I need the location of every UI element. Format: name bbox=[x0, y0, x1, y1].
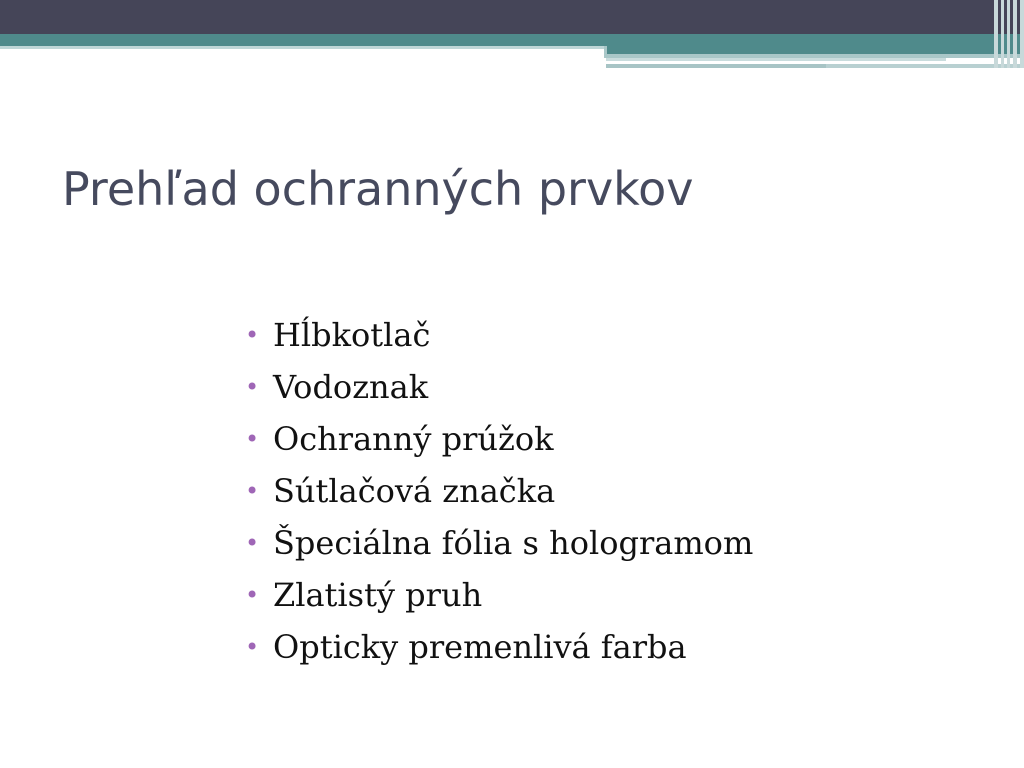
list-item bbox=[245, 309, 753, 361]
list-item-text: Zlatistý pruh bbox=[273, 576, 483, 614]
list-item-text: Špeciálna fólia s hologramom bbox=[273, 524, 754, 562]
list-item-text: Opticky premenlivá farba bbox=[273, 628, 687, 666]
header-notch-inner bbox=[607, 46, 1024, 54]
header-sub-line bbox=[606, 58, 946, 61]
bullet-icon: • bbox=[245, 425, 260, 453]
bullet-icon: • bbox=[245, 581, 260, 609]
list-item bbox=[245, 621, 753, 673]
list-item bbox=[245, 569, 753, 621]
list-item-text: Ochranný prúžok bbox=[273, 420, 554, 458]
header-teal-band bbox=[0, 34, 1024, 46]
bullet-list bbox=[245, 309, 753, 673]
header-right-stripes bbox=[994, 0, 1024, 68]
header-sub-line-accent bbox=[606, 64, 826, 68]
header-dark-band bbox=[0, 0, 1024, 34]
bullet-icon: • bbox=[245, 633, 260, 661]
slide-title: Prehľad ochranných prvkov bbox=[62, 162, 694, 216]
bullet-icon: • bbox=[245, 529, 260, 557]
bullet-icon: • bbox=[245, 477, 260, 505]
list-item-text: Hĺbkotlač bbox=[273, 316, 431, 354]
header-light-line bbox=[0, 46, 604, 49]
list-item-text: Sútlačová značka bbox=[273, 472, 556, 510]
bullet-icon: • bbox=[245, 373, 260, 401]
bullet-icon: • bbox=[245, 321, 260, 349]
list-item-text: Vodoznak bbox=[273, 368, 429, 406]
list-item bbox=[245, 361, 753, 413]
list-item bbox=[245, 517, 753, 569]
list-item bbox=[245, 413, 753, 465]
list-item bbox=[245, 465, 753, 517]
